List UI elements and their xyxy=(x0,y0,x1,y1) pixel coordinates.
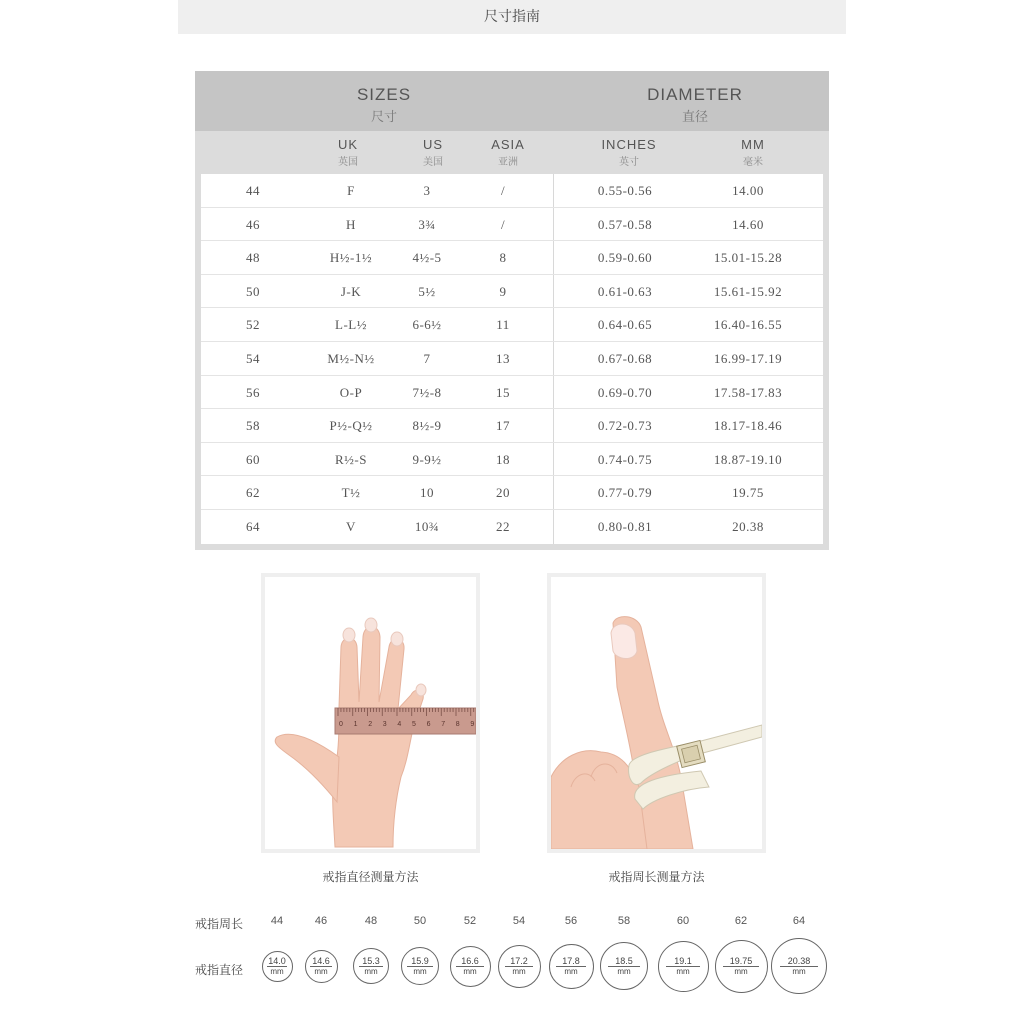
table-cell: 0.59-0.60 xyxy=(597,250,653,266)
col-header-inches xyxy=(579,137,679,168)
diameter-value: 17.2 xyxy=(510,956,528,966)
table-row xyxy=(201,342,823,376)
table-cell: 50 xyxy=(246,283,260,299)
diameter-header-zh: 直径 xyxy=(681,110,708,125)
col-header-mm-zh: 毫米 xyxy=(743,157,763,168)
table-cell: 0.57-0.58 xyxy=(597,216,653,232)
table-cell: 0.69-0.70 xyxy=(597,384,653,400)
table-cell: M½-N½ xyxy=(327,351,375,366)
table-cell: 4½-5 xyxy=(412,250,442,266)
table-cell: 7 xyxy=(423,351,431,366)
diameter-circle xyxy=(305,950,338,983)
table-cell: 18.17-18.46 xyxy=(713,418,783,434)
circumference-row-label: 戒指周长 xyxy=(195,917,244,931)
table-cell: F xyxy=(347,183,355,198)
hand-ruler-illustration xyxy=(265,577,476,849)
table-cell: 0.72-0.73 xyxy=(597,418,653,434)
diameter-unit: mm xyxy=(676,967,690,976)
diameter-unit: mm xyxy=(512,967,526,976)
diameter-group-header xyxy=(595,85,795,125)
diameter-method-photo xyxy=(261,573,480,853)
diameter-circle xyxy=(600,942,648,990)
diameter-circle xyxy=(549,944,594,989)
table-row xyxy=(201,476,823,510)
col-header-inches-en: INCHES xyxy=(601,137,657,152)
table-cell: 0.61-0.63 xyxy=(597,283,653,299)
diameter-value: 19.75 xyxy=(729,956,753,966)
ruler-digit: 1 xyxy=(353,721,358,728)
diameter-header-en: DIAMETER xyxy=(647,85,743,104)
col-header-asia-zh: 亚洲 xyxy=(498,157,518,168)
diameter-value: 19.1 xyxy=(674,956,692,966)
table-row xyxy=(201,308,823,342)
table-cell: 7½-8 xyxy=(412,384,442,400)
circumference-value: 46 xyxy=(314,915,328,927)
circumference-method-photo xyxy=(547,573,766,853)
diameter-value: 15.3 xyxy=(362,956,380,966)
diameter-circle xyxy=(771,938,827,994)
table-cell: 10 xyxy=(420,485,434,501)
col-header-mm xyxy=(703,137,803,168)
circumference-value: 56 xyxy=(564,915,578,927)
col-header-mm-en: MM xyxy=(741,137,765,152)
table-cell: J-K xyxy=(340,283,362,299)
diameter-unit: mm xyxy=(617,967,631,976)
table-row xyxy=(201,443,823,477)
col-header-us-zh: 美国 xyxy=(423,157,443,168)
table-cell: 19.75 xyxy=(732,485,764,501)
table-cell: 62 xyxy=(246,485,260,501)
table-cell: 15.01-15.28 xyxy=(713,250,783,266)
table-row xyxy=(201,275,823,309)
circumference-value: 64 xyxy=(792,915,806,927)
table-cell: 48 xyxy=(246,250,260,266)
diameter-unit: mm xyxy=(413,967,427,976)
col-header-us-en: US xyxy=(422,137,444,152)
ruler-digit: 0 xyxy=(339,721,343,728)
sizes-header-en: SIZES xyxy=(356,85,412,104)
table-cell: 15.61-15.92 xyxy=(713,283,783,299)
table-cell: T½ xyxy=(341,485,361,501)
table-cell: / xyxy=(500,216,506,232)
table-cell: 46 xyxy=(246,216,260,232)
diameter-circle xyxy=(353,948,389,984)
diameter-circle xyxy=(715,940,768,993)
table-cell: H½-1½ xyxy=(329,250,373,266)
table-cell: 6-6½ xyxy=(412,317,442,333)
diameter-value: 17.8 xyxy=(562,956,580,966)
table-cell: 0.77-0.79 xyxy=(597,485,653,501)
table-cell: 5½ xyxy=(418,283,436,299)
table-cell: 13 xyxy=(496,351,510,366)
table-cell: 3 xyxy=(423,183,431,198)
diameter-value: 18.5 xyxy=(615,956,633,966)
table-cell: L-L½ xyxy=(335,317,367,333)
sizes-group-header xyxy=(284,85,484,125)
finger-strip-illustration xyxy=(551,577,762,849)
diameter-unit: mm xyxy=(314,967,328,976)
table-cell: P½-Q½ xyxy=(329,418,373,434)
table-cell: 11 xyxy=(496,317,510,333)
col-header-inches-zh: 英寸 xyxy=(619,157,639,168)
table-cell: 58 xyxy=(246,418,260,434)
table-cell: 17 xyxy=(496,418,510,434)
diameter-row-label: 戒指直径 xyxy=(195,963,244,977)
ruler-digit: 2 xyxy=(368,721,373,728)
table-row xyxy=(201,409,823,443)
table-body xyxy=(201,174,823,544)
circumference-value: 48 xyxy=(364,915,378,927)
diameter-circle xyxy=(262,951,293,982)
table-cell: 10¾ xyxy=(414,519,440,534)
ruler-digit: 7 xyxy=(441,721,446,728)
table-cell: O-P xyxy=(339,384,363,400)
table-row xyxy=(201,208,823,242)
table-cell: 15 xyxy=(496,384,510,400)
size-table xyxy=(195,71,829,550)
diameter-circle xyxy=(658,941,709,992)
table-cell: R½-S xyxy=(335,451,367,467)
table-row xyxy=(201,241,823,275)
table-cell: 18.87-19.10 xyxy=(713,451,783,467)
circumference-value: 60 xyxy=(676,915,690,927)
diameter-unit: mm xyxy=(564,967,578,976)
table-cell: V xyxy=(346,519,356,534)
table-cell: 60 xyxy=(246,451,260,467)
ruler-digit: 5 xyxy=(412,721,416,728)
ruler-digit: 9 xyxy=(470,721,475,728)
circumference-method-caption: 戒指周长测量方法 xyxy=(608,870,705,884)
ruler-digit: 8 xyxy=(455,721,460,728)
circumference-value: 58 xyxy=(617,915,631,927)
table-cell: 22 xyxy=(496,519,510,534)
ruler-digit: 3 xyxy=(382,721,387,728)
table-cell: / xyxy=(500,183,506,198)
table-cell: 0.67-0.68 xyxy=(597,351,653,366)
table-cell: 20.38 xyxy=(732,519,764,534)
diameter-unit: mm xyxy=(364,967,378,976)
table-cell: 16.99-17.19 xyxy=(713,351,783,366)
diameter-unit: mm xyxy=(270,967,284,976)
diameter-circle xyxy=(401,947,439,985)
table-cell: 0.74-0.75 xyxy=(597,451,653,467)
table-cell: 52 xyxy=(246,317,260,333)
ruler-digit: 6 xyxy=(426,721,431,728)
table-row xyxy=(201,174,823,208)
col-header-asia xyxy=(458,137,558,168)
diameter-value: 16.6 xyxy=(461,956,479,966)
circumference-value: 62 xyxy=(734,915,748,927)
page-title: 尺寸指南 xyxy=(178,0,846,34)
table-cell: 8½-9 xyxy=(412,418,442,434)
diameter-value: 14.6 xyxy=(312,956,330,966)
table-cell: 0.55-0.56 xyxy=(597,183,653,198)
diameter-unit: mm xyxy=(734,967,748,976)
circumference-value: 44 xyxy=(270,915,284,927)
table-cell: 14.00 xyxy=(732,183,764,198)
diameter-value: 20.38 xyxy=(787,956,811,966)
diameter-unit: mm xyxy=(463,967,477,976)
table-cell: 44 xyxy=(246,183,260,198)
col-header-uk-zh: 英国 xyxy=(338,157,358,168)
table-cell: 0.64-0.65 xyxy=(597,317,653,333)
table-cell: 54 xyxy=(246,351,260,366)
table-cell: 20 xyxy=(496,485,510,501)
table-cell: 3¾ xyxy=(418,216,436,232)
diameter-value: 14.0 xyxy=(268,956,286,966)
table-cell: 64 xyxy=(246,519,260,534)
table-cell: 18 xyxy=(496,451,510,467)
col-header-asia-en: ASIA xyxy=(491,137,525,152)
diameter-circle xyxy=(498,945,541,988)
diameter-value: 15.9 xyxy=(411,956,429,966)
table-cell: 56 xyxy=(246,384,260,400)
ruler-digit: 4 xyxy=(397,721,402,728)
table-cell: 14.60 xyxy=(732,216,764,232)
table-cell: 9-9½ xyxy=(412,451,442,467)
table-row xyxy=(201,376,823,410)
circumference-value: 54 xyxy=(512,915,526,927)
table-cell: 16.40-16.55 xyxy=(713,317,783,333)
table-cell: 9 xyxy=(499,283,507,299)
table-cell: H xyxy=(346,216,356,232)
sizes-header-zh: 尺寸 xyxy=(370,110,397,125)
table-cell: 8 xyxy=(499,250,507,266)
table-cell: 17.58-17.83 xyxy=(713,384,783,400)
col-header-uk-en: UK xyxy=(337,137,359,152)
diameter-circle xyxy=(450,946,491,987)
table-cell: 0.80-0.81 xyxy=(597,519,653,534)
circumference-value: 50 xyxy=(413,915,427,927)
diameter-unit: mm xyxy=(792,967,806,976)
table-row xyxy=(201,510,823,544)
diameter-method-caption: 戒指直径测量方法 xyxy=(322,870,419,884)
circumference-value: 52 xyxy=(463,915,477,927)
